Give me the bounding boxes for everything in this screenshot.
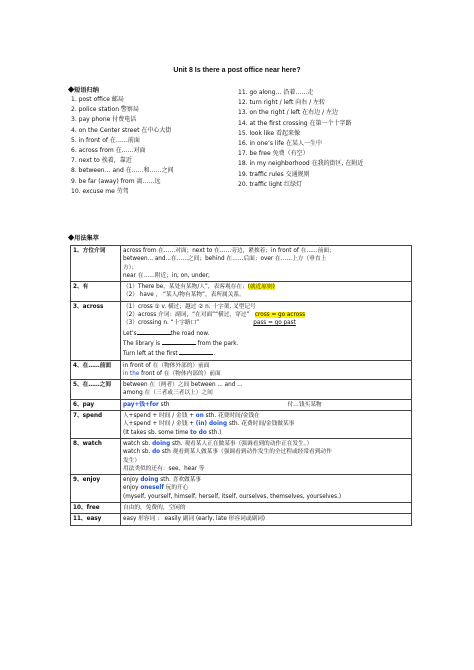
row-content — [121, 282, 412, 302]
row-content — [121, 301, 412, 360]
phrase-item: 17. be free 免费（有空） — [238, 150, 309, 158]
row-key: 5、在……之间 — [71, 380, 121, 400]
keyword: doing — [152, 440, 171, 447]
text-span: 付…钱买某物 — [287, 401, 322, 408]
phrase-item: 8. between… and 在……和……之间 — [71, 167, 174, 175]
keyword: doing — [140, 477, 159, 484]
phrase-item: 3. pay phone 付费电话 — [71, 116, 137, 124]
text-span: The library is — [123, 340, 161, 347]
text-span: 人+spend + 时间 / 金钱 + — [123, 413, 194, 420]
content-line — [123, 319, 409, 327]
fill-blank[interactable] — [179, 348, 216, 358]
content-line — [123, 328, 409, 338]
keyword: on — [195, 413, 204, 420]
row-content — [121, 475, 412, 503]
phrase-item: 1. post office 邮局 — [71, 96, 124, 103]
text-span: watch sb. — [123, 449, 151, 456]
table-row — [71, 301, 412, 360]
phrase-item: 10. excuse me 劳驾 — [71, 187, 129, 195]
text-span: sth.) — [206, 429, 222, 436]
content-line: 自由的，免费的，空闲的 — [123, 505, 186, 512]
phrase-item: 9. be far (away) from 离……远 — [71, 177, 161, 185]
content-line: among 在（三者或三者以上）之间 — [123, 390, 213, 397]
keyword: do — [152, 449, 161, 456]
content-line: between... and...在……之间；behind 在……后面；over 在……上方（垂直上 — [123, 256, 327, 263]
keyword: to do — [190, 429, 207, 436]
text-span: 玩的开心 — [163, 485, 189, 492]
text-span: （1）There be，某处有某物/人”，表客观存在； — [123, 284, 248, 291]
row-content — [121, 380, 412, 400]
table-row — [71, 282, 412, 302]
keyword: (in) doing — [195, 421, 228, 428]
row-key: 4、在……前面 — [71, 360, 121, 380]
phrase-item: 14. at the first crossing 在第一个十字路 — [238, 119, 352, 127]
section-heading-phrases: ◆短语归纳 — [68, 87, 99, 94]
keyword: pay+钱+for — [123, 401, 159, 408]
row-key: 9、enjoy — [71, 475, 121, 503]
text-span: watch sb. — [123, 440, 151, 447]
section-heading-usage: ◆用法集萃 — [68, 235, 99, 242]
phrase-item: 7. next to 挨着，靠近 — [71, 157, 132, 165]
row-content — [121, 360, 412, 380]
content-line — [123, 338, 409, 348]
text-span: （2）across 介词：副词，“在对面”“横过，穿过” — [123, 312, 250, 319]
table-row — [71, 503, 412, 514]
row-content — [121, 399, 412, 410]
content-line: 方）； — [123, 264, 138, 271]
text-span: front of 在（物体内部的）前面 — [141, 370, 221, 377]
content-line: near 在……附近；in, on, under; — [123, 272, 210, 279]
page-title: Unit 8 Is there a post office near here? — [173, 67, 301, 74]
text-span: (It takes sb. some time — [123, 429, 189, 436]
phrase-item: 20. traffic light 红绿灯 — [238, 180, 303, 188]
content-line — [123, 429, 409, 437]
phrase-item: 12. turn right / left 向右 / 左转 — [238, 99, 326, 107]
content-line — [123, 448, 409, 456]
row-key: 7、spend — [71, 411, 121, 439]
fill-blank[interactable] — [137, 328, 171, 335]
text-span: enjoy — [123, 477, 139, 484]
phrase-item: 5. in front of 在……前面 — [71, 136, 140, 144]
table-row — [71, 246, 412, 282]
content-line — [123, 311, 409, 319]
fill-blank[interactable] — [162, 338, 196, 345]
row-key: 3、across — [71, 301, 121, 360]
content-line: between 在（两者）之间 between ... and ... — [123, 382, 243, 389]
phrase-item: 13. on the right / left 在右边 / 左边 — [238, 109, 338, 117]
row-content — [121, 438, 412, 474]
text-span: the road now. — [170, 330, 210, 337]
table-row — [71, 475, 412, 503]
phrase-item: 18. in my neighborhood 在我的街区, 在附近 — [238, 160, 364, 168]
content-line: （2） have ， “某人/物有某物”，表所属关系。 — [123, 292, 245, 299]
text-span: in the — [123, 370, 140, 377]
phrase-item: 4. on the Center street 在中心大街 — [71, 126, 172, 134]
text-span: . — [213, 351, 216, 358]
text-span: Turn left at the first — [123, 351, 178, 358]
content-line — [123, 283, 409, 291]
content-line — [123, 476, 409, 484]
row-content — [121, 246, 412, 282]
row-content — [121, 514, 412, 525]
content-line — [123, 401, 409, 409]
table-row — [71, 380, 412, 400]
text-span: sth. 花费时间/金钱在 — [203, 413, 260, 420]
table-row — [71, 514, 412, 525]
highlight-note: cross = go across — [254, 312, 306, 319]
phrase-item: 19. traffic rules 交通规则 — [238, 170, 310, 178]
content-line: 用法类似的还有：see、hear 等 — [123, 465, 205, 472]
phrase-item: 11. go along… 沿着……走 — [238, 89, 314, 96]
row-key: 2、有 — [71, 282, 121, 302]
text-span: sth 观看到某人做某事（强调看到动作发生的全过程或经常看到动作 — [160, 449, 332, 456]
highlight-note: (就近原则) — [247, 284, 275, 291]
content-line: (myself, yourself, himself, herself, itself, ourselves, themselves, yourselves.) — [123, 493, 342, 500]
row-key: 10、free — [71, 503, 121, 514]
table-row — [71, 438, 412, 474]
row-key: 1、方位介词 — [71, 246, 121, 282]
phrase-item: 2. police station 警察局 — [71, 106, 139, 114]
phrase-item: 16. in one’s life 在某人一生中 — [238, 140, 322, 148]
keyword: oneself — [140, 485, 164, 492]
row-key: 11、easy — [71, 514, 121, 525]
content-line: across from 在……对面；next to 在……旁边，紧挨着；in front of 在……前面； — [123, 248, 335, 254]
content-line — [123, 370, 409, 378]
phrase-list-right — [238, 88, 363, 190]
phrase-list-left — [71, 95, 174, 197]
content-line: easy 形容词 ： easily 副词 (early, late 形容词或副词) — [123, 516, 266, 523]
text-span: （3）crossing n. “十字路口” — [123, 320, 200, 327]
text-span: sth. 观看某人正在做某事（强调看到的动作正在发生。） — [170, 440, 313, 447]
text-span: 人+spend + 时间 / 金钱 + — [123, 421, 194, 428]
text-span: sth — [158, 401, 170, 408]
content-line: 发生） — [123, 457, 141, 464]
usage-table — [70, 245, 412, 526]
phrase-item: 6. across from 在……对面 — [71, 147, 146, 155]
content-line: in front of 在（物体外部的）前面 — [123, 362, 210, 369]
content-line — [123, 412, 409, 420]
table-row — [71, 399, 412, 410]
table-row — [71, 360, 412, 380]
content-line — [123, 484, 409, 492]
table-row — [71, 411, 412, 439]
row-key: 6、pay — [71, 399, 121, 410]
content-line — [123, 348, 409, 358]
text-span: sth. 花费时间/金钱做某事 — [227, 421, 295, 428]
text-span: sth. 喜欢做某事 — [158, 477, 202, 484]
text-span: Let’s — [123, 330, 137, 337]
content-line — [123, 420, 409, 428]
text-span: enjoy — [123, 485, 139, 492]
row-content — [121, 411, 412, 439]
underlined-note: pass = go past — [253, 320, 296, 327]
text-span: from the park. — [197, 340, 239, 347]
row-content — [121, 503, 412, 514]
row-key: 8、watch — [71, 438, 121, 474]
phrase-item: 15. look like 看起来像 — [238, 129, 301, 137]
content-line: （1）cross ① v. 横过；越过 ② n. 十字架, 叉型记号 — [123, 303, 256, 310]
content-line — [123, 440, 409, 448]
